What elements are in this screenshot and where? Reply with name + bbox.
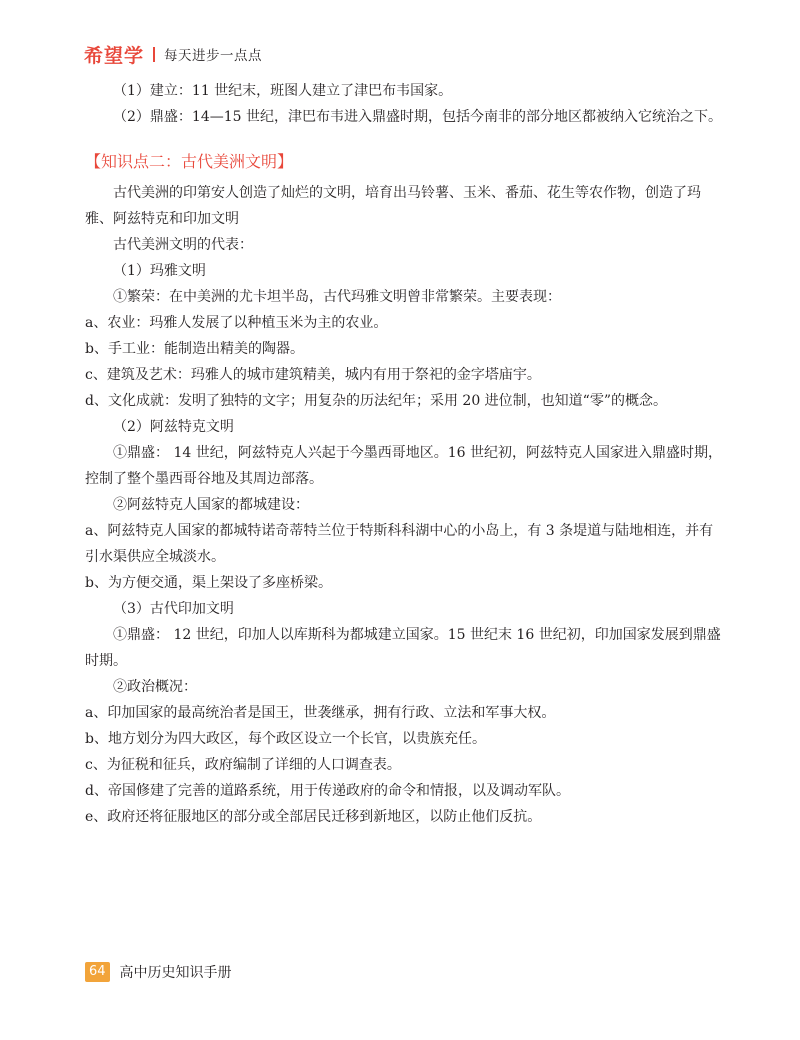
subheading: （1）玛雅文明	[113, 263, 206, 279]
paragraph: ②政治概况：	[113, 679, 197, 695]
page-footer	[85, 962, 232, 982]
paragraph: 古代美洲的印第安人创造了灿烂的文明，培育出马铃薯、玉米、番茄、花生等农作物，创造了玛雅、阿兹特克和印加文明	[85, 185, 701, 227]
list-item: a、阿兹特克人国家的都城特诺奇蒂特兰位于特斯科科湖中心的小岛上，有 3 条堤道与陆地相连，并有引水渠供应全城淡水。	[85, 523, 714, 565]
paragraph: ①繁荣：在中美洲的尤卡坦半岛，古代玛雅文明曾非常繁荣。主要表现：	[113, 289, 561, 305]
list-item: c、为征税和征兵，政府编制了详细的人口调查表。	[85, 757, 401, 773]
section-title: 【知识点二：古代美洲文明】	[85, 152, 294, 171]
paragraph: （1）建立：11 世纪末，班图人建立了津巴布韦国家。	[113, 83, 453, 99]
subheading: （3）古代印加文明	[113, 601, 234, 617]
paragraph: ①鼎盛： 12 世纪，印加人以库斯科为都城建立国家。15 世纪末 16 世纪初，印加国家发展到鼎盛时期。	[85, 627, 721, 669]
list-item: b、地方划分为四大政区，每个政区设立一个长官，以贵族充任。	[85, 731, 486, 747]
page-number-badge: 64	[85, 962, 110, 982]
subheading: （2）阿兹特克文明	[113, 419, 234, 435]
page-header	[84, 40, 262, 68]
list-item: a、农业：玛雅人发展了以种植玉米为主的农业。	[85, 315, 388, 331]
paragraph: （2）鼎盛：14—15 世纪，津巴布韦进入鼎盛时期，包括今南非的部分地区都被纳入它统治之下。	[113, 109, 722, 125]
list-item: a、印加国家的最高统治者是国王，世袭继承，拥有行政、立法和军事大权。	[85, 705, 556, 721]
list-item: b、为方便交通，渠上架设了多座桥梁。	[85, 575, 332, 591]
list-item: d、文化成就：发明了独特的文字；用复杂的历法纪年；采用 20 进位制，也知道“零”的概念。	[85, 393, 667, 409]
header-slogan: 每天进步一点点	[164, 48, 263, 64]
paragraph: 古代美洲文明的代表：	[113, 237, 253, 253]
list-item: d、帝国修建了完善的道路系统，用于传递政府的命令和情报，以及调动军队。	[85, 783, 570, 799]
page-content	[85, 78, 725, 830]
book-title: 高中历史知识手册	[119, 965, 232, 981]
header-divider	[153, 47, 155, 62]
list-item: c、建筑及艺术：玛雅人的城市建筑精美，城内有用于祭祀的金字塔庙宇。	[85, 367, 541, 383]
list-item: b、手工业：能制造出精美的陶器。	[85, 341, 304, 357]
paragraph: ①鼎盛： 14 世纪，阿兹特克人兴起于今墨西哥地区。16 世纪初，阿兹特克人国家进入鼎盛时期，控制了整个墨西哥谷地及其周边部落。	[85, 445, 722, 487]
paragraph: ②阿兹特克人国家的都城建设：	[113, 497, 309, 513]
brand-logo: 希望学	[84, 44, 145, 67]
list-item: e、政府还将征服地区的部分或全部居民迁移到新地区，以防止他们反抗。	[85, 809, 542, 825]
